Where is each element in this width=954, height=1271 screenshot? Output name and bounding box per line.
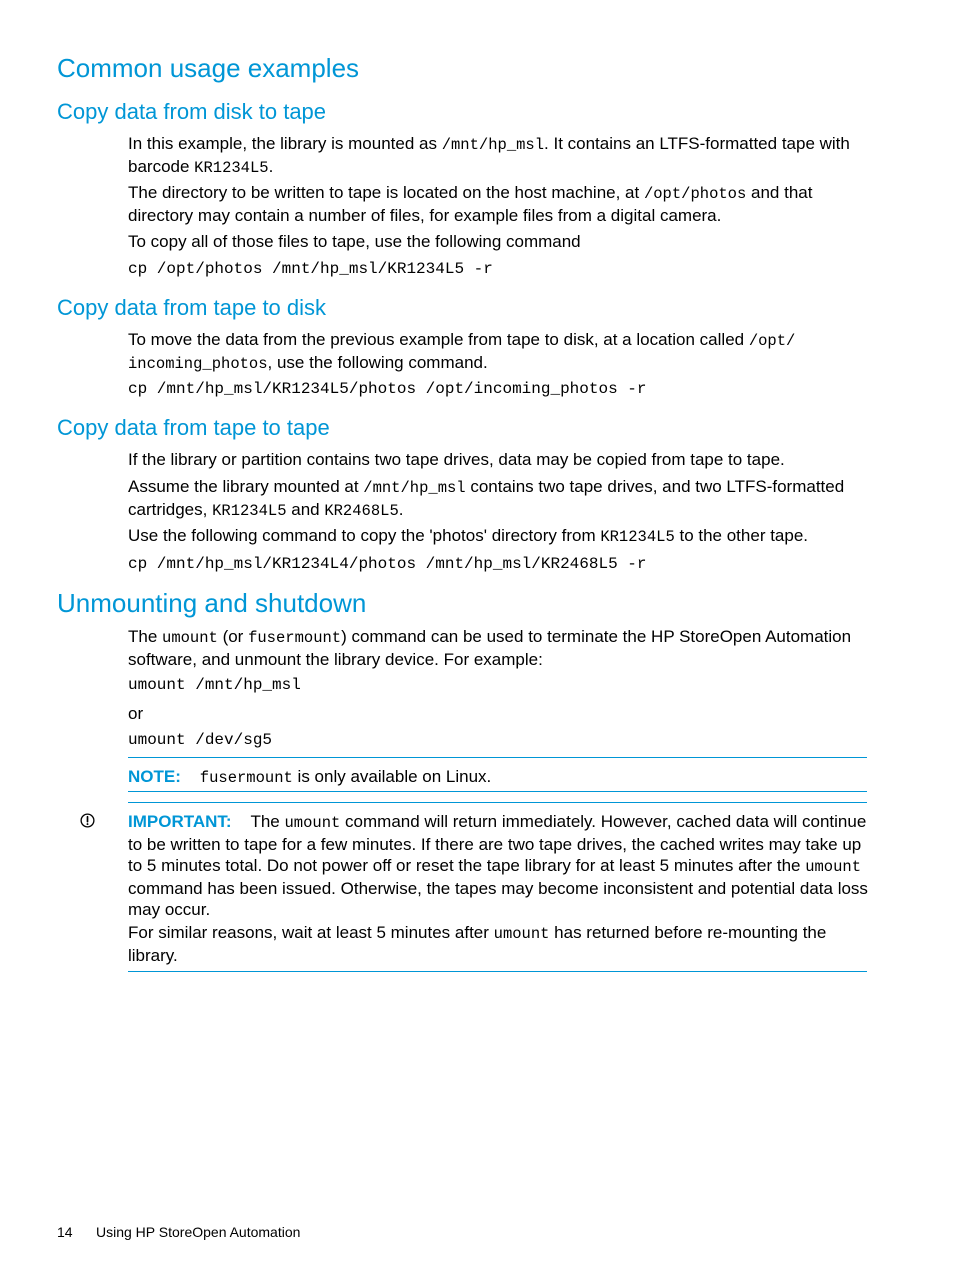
inline-code-directory-part1: /opt/	[748, 332, 796, 350]
inline-code-tape1: KR1234L5	[212, 502, 287, 520]
inline-code-tape: KR1234L5	[600, 528, 675, 546]
subheading-tape-to-tape: Copy data from tape to tape	[57, 415, 330, 440]
note-box	[128, 766, 868, 789]
inline-code-tape2: KR2468L5	[324, 502, 399, 520]
text: .	[268, 157, 274, 176]
important-top-rule	[128, 802, 867, 803]
code-block-tape-to-disk: cp /mnt/hp_msl/KR1234L5/photos /opt/incoming_photos -r	[128, 380, 647, 398]
text: command has been issued. Otherwise, the tapes may become inconsistent and potential data loss may occur.	[128, 879, 868, 919]
important-paragraph	[128, 811, 868, 920]
inline-code-umount: umount	[805, 858, 862, 876]
text: has returned before re-mounting the library.	[128, 923, 827, 965]
code-block-disk-to-tape: cp /opt/photos /mnt/hp_msl/KR1234L5 -r	[128, 260, 493, 278]
text-or: or	[128, 704, 144, 723]
footer-title: Using HP StoreOpen Automation	[96, 1224, 301, 1240]
text: The	[128, 627, 163, 646]
inline-code-mount-path: /mnt/hp_msl	[363, 479, 466, 497]
note-top-rule	[128, 757, 867, 758]
text: To move the data from the previous example from tape to disk, at a location called	[128, 330, 749, 349]
inline-code-mount-path: /mnt/hp_msl	[441, 136, 545, 154]
footer-page-number: 14	[57, 1224, 73, 1240]
text: and that directory may contain a number of files, for example files from a digital camera.	[128, 183, 813, 225]
text: ) command can be used to terminate the HP StoreOpen Automation software, and unmount the library device. For example:	[128, 627, 852, 669]
code-block-umount-mnt: umount /mnt/hp_msl	[128, 676, 301, 694]
important-paragraph-2	[128, 922, 868, 966]
inline-code-directory-part2: incoming_photos	[128, 355, 268, 373]
text: For similar reasons, wait at least 5 minutes after	[128, 923, 494, 942]
inline-code-umount: umount	[284, 814, 341, 832]
text: and	[286, 500, 325, 519]
text: , use the following command.	[267, 353, 488, 372]
text: .	[398, 500, 404, 519]
section-heading-common-usage: Common usage examples	[57, 53, 360, 83]
paragraph-tape-to-tape-command-intro	[128, 525, 868, 548]
text: to the other tape.	[674, 526, 809, 545]
subheading-tape-to-disk: Copy data from tape to disk	[57, 295, 327, 320]
code-block-umount-dev: umount /dev/sg5	[128, 731, 273, 749]
important-label: IMPORTANT:	[128, 812, 232, 831]
text: Use the following command to copy the 'photos' directory from	[128, 526, 601, 545]
paragraph-tape-to-tape-intro: If the library or partition contains two tape drives, data may be copied from tape to tape.	[128, 450, 785, 469]
inline-code-umount: umount	[162, 629, 218, 647]
text: The	[250, 812, 285, 831]
text: . It contains an LTFS-formatted tape with barcode	[128, 134, 850, 176]
paragraph-disk-to-tape-directory	[128, 182, 868, 226]
text: (or	[217, 627, 249, 646]
paragraph-disk-to-tape-intro	[128, 133, 868, 179]
inline-code-fusermount: fusermount	[199, 769, 293, 787]
text: In this example, the library is mounted as	[128, 134, 442, 153]
code-block-tape-to-tape: cp /mnt/hp_msl/KR1234L4/photos /mnt/hp_msl/KR2468L5 -r	[128, 555, 647, 573]
important-icon	[80, 813, 95, 828]
paragraph-tape-to-tape-assume	[128, 476, 868, 522]
inline-code-directory: /opt/photos	[643, 185, 747, 203]
inline-code-barcode: KR1234L5	[194, 159, 269, 177]
inline-code-fusermount: fusermount	[248, 629, 342, 647]
important-bottom-rule	[128, 971, 867, 972]
text: command will return immediately. However, cached data will continue to be written to tape for a few minutes. If there are two tape drives, the cached writes may take up to 5 minutes total. Do not power off or reset the tape library for at least 5 minutes after the	[128, 812, 867, 875]
section-heading-unmounting: Unmounting and shutdown	[57, 588, 367, 618]
note-bottom-rule	[128, 791, 867, 792]
text: Assume the library mounted at	[128, 477, 364, 496]
paragraph-unmount-intro	[128, 626, 868, 670]
inline-code-umount: umount	[493, 925, 550, 943]
text: is only available on Linux.	[292, 767, 492, 786]
paragraph-disk-to-tape-command-intro: To copy all of those files to tape, use the following command	[128, 232, 581, 251]
paragraph-tape-to-disk-intro	[128, 329, 868, 375]
text: The directory to be written to tape is located on the host machine, at	[128, 183, 644, 202]
subheading-disk-to-tape: Copy data from disk to tape	[57, 99, 327, 124]
note-label: NOTE:	[128, 767, 181, 786]
text: contains two tape drives, and two LTFS-formatted cartridges,	[128, 477, 845, 519]
